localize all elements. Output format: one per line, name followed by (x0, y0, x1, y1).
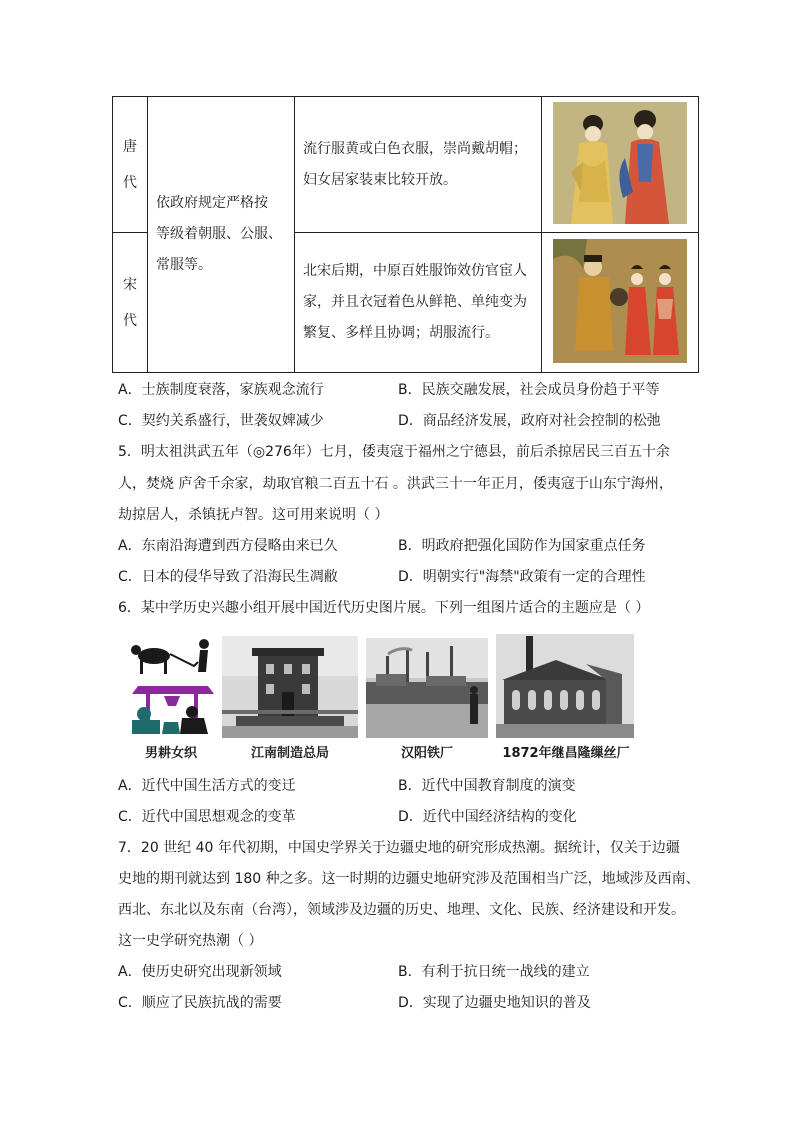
dynasty-char: 唐 (123, 138, 137, 155)
arsenal-building-photo-icon (222, 636, 358, 738)
q5-stem-line: 劫掠居人，杀镇抚卢智。这可用来说明（ ） (118, 507, 389, 523)
tang-ladies-painting-icon (553, 102, 687, 224)
description-line: 家，并且衣冠着色从鲜艳、单纯变为 (303, 294, 527, 310)
description-line: 繁复、多样且协调；胡服流行。 (303, 325, 499, 341)
dynasty-cell-song (113, 233, 148, 373)
dynasty-char: 宋 (123, 276, 137, 293)
q6-option-b[interactable]: B．近代中国教育制度的演变 (398, 778, 576, 794)
rule-line: 常服等。 (156, 257, 212, 273)
q6-image-caption: 1872年继昌隆缫丝厂 (502, 746, 630, 761)
q7-option-d[interactable]: D．实现了边疆史地知识的普及 (398, 995, 591, 1011)
rule-line: 依政府规定严格按 (156, 195, 268, 211)
q5-option-b[interactable]: B．明政府把强化国防作为国家重点任务 (398, 538, 646, 554)
q6-image-caption: 男耕女织 (144, 746, 197, 761)
q6-option-d[interactable]: D．近代中国经济结构的变化 (398, 809, 577, 825)
q6-option-c[interactable]: C．近代中国思想观念的变革 (118, 809, 296, 825)
q5-stem-line: 人，焚烧 庐舍千余家，劫取官粮二百五十石 。洪武三十一年正月，倭夷寇于山东宁海州， (118, 476, 673, 492)
q6-stem: 6．某中学历史兴趣小组开展中国近代历史图片展。下列一组图片适合的主题应是（ ） (118, 600, 650, 616)
description-line: 流行服黄或白色衣服，崇尚戴胡帽； (303, 140, 527, 157)
q4-option-c[interactable]: C．契约关系盛行，世袭奴婢减少 (118, 413, 324, 429)
q7-stem-line: 这一史学研究热潮（ ） (118, 933, 263, 949)
description-cell-song (295, 233, 542, 373)
q6-option-a[interactable]: A．近代中国生活方式的变迁 (118, 778, 296, 794)
ironworks-photo-icon (366, 638, 488, 738)
q4-option-d[interactable]: D．商品经济发展，政府对社会控制的松弛 (398, 413, 661, 429)
dynasty-clothing-table (112, 96, 699, 373)
dynasty-cell-tang (113, 97, 148, 233)
dynasty-char: 代 (123, 312, 137, 329)
description-line: 北宋后期，中原百姓服饰效仿官宦人 (303, 263, 527, 279)
song-figures-painting-icon (553, 239, 687, 363)
farming-weaving-silhouette-icon (124, 634, 218, 738)
image-cell-tang (542, 97, 699, 233)
q7-stem-line: 史地的期刊就达到 180 种之多。这一时期的边疆史地研究涉及范围相当广泛，地域涉及西南、 (118, 871, 700, 887)
q6-image-caption: 江南制造总局 (250, 746, 329, 761)
q7-option-b[interactable]: B．有利于抗日统一战线的建立 (398, 964, 590, 980)
q5-option-d[interactable]: D．明朝实行"海禁"政策有一定的合理性 (398, 569, 646, 585)
q5-option-c[interactable]: C．日本的侵华导致了沿海民生凋敝 (118, 569, 338, 585)
q4-option-a[interactable]: A．士族制度衰落，家族观念流行 (118, 382, 324, 398)
q5-option-a[interactable]: A．东南沿海遭到西方侵略由来已久 (118, 538, 338, 554)
dynasty-char: 代 (123, 174, 137, 191)
silk-factory-photo-icon (496, 634, 634, 738)
q6-image-caption: 汉阳铁厂 (400, 746, 453, 761)
q7-option-a[interactable]: A．使历史研究出现新领域 (118, 964, 282, 980)
official-rule-cell (148, 97, 295, 373)
rule-line: 等级着朝服、公服、 (156, 226, 282, 242)
q7-option-c[interactable]: C．顺应了民族抗战的需要 (118, 995, 282, 1011)
q4-option-b[interactable]: B．民族交融发展，社会成员身份趋于平等 (398, 382, 660, 398)
q5-stem-line: 5．明太祖洪武五年（◎276年）七月，倭夷寇于福州之宁德县，前后杀掠居民三百五十余 (118, 444, 670, 460)
description-line: 妇女居家装束比较开放。 (303, 171, 457, 188)
q7-stem-line: 7．20 世纪 40 年代初期，中国史学界关于边疆史地的研究形成热潮。据统计，仅关于边疆 (118, 840, 680, 856)
description-cell-tang (295, 97, 542, 233)
image-cell-song (542, 233, 699, 373)
q7-stem-line: 西北、东北以及东南（台湾），领域涉及边疆的历史、地理、文化、民族、经济建设和开发。 (118, 902, 685, 918)
